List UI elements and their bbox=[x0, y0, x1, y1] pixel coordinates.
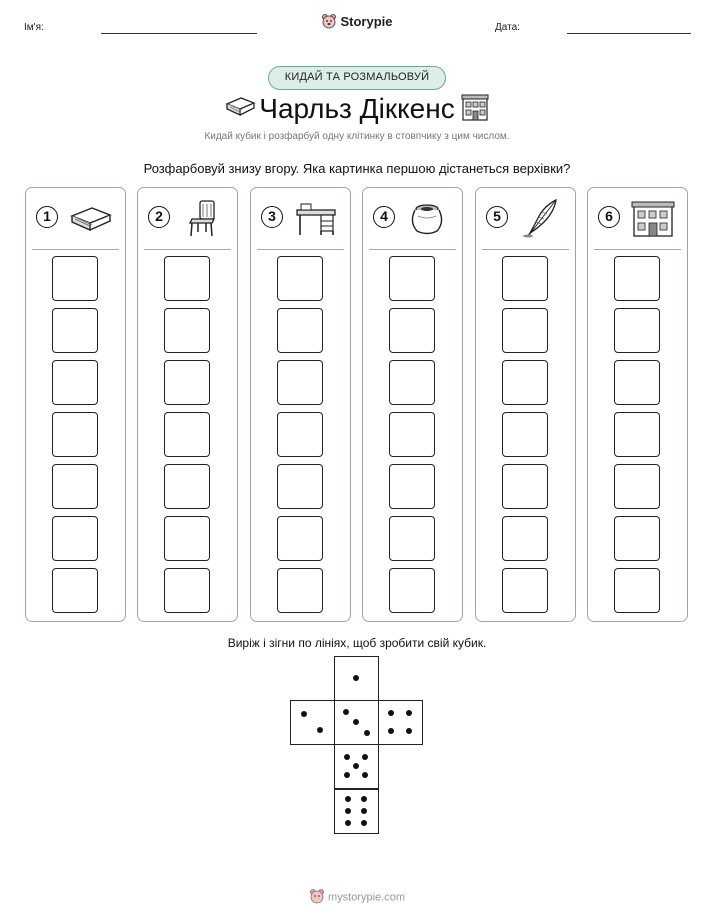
die-face-6 bbox=[334, 789, 379, 834]
column-divider bbox=[32, 249, 119, 250]
color-cell[interactable] bbox=[389, 308, 435, 353]
color-cell[interactable] bbox=[614, 568, 660, 613]
color-cell[interactable] bbox=[502, 308, 548, 353]
house-title-icon bbox=[460, 92, 490, 127]
color-cell[interactable] bbox=[502, 412, 548, 457]
color-cell[interactable] bbox=[164, 412, 210, 457]
color-cell[interactable] bbox=[277, 412, 323, 457]
die-pip bbox=[343, 709, 349, 715]
color-cell[interactable] bbox=[52, 412, 98, 457]
quill-icon bbox=[516, 198, 566, 238]
die-face-5 bbox=[334, 744, 379, 789]
color-cell[interactable] bbox=[502, 360, 548, 405]
color-cell[interactable] bbox=[614, 256, 660, 301]
color-cell[interactable] bbox=[389, 360, 435, 405]
page-title: Чарльз Діккенс bbox=[259, 93, 455, 124]
column-cells bbox=[614, 256, 660, 620]
column-divider bbox=[482, 249, 569, 250]
color-cell[interactable] bbox=[614, 464, 660, 509]
die-pip bbox=[388, 710, 394, 716]
die-pip bbox=[345, 820, 351, 826]
color-cell[interactable] bbox=[277, 464, 323, 509]
die-pip bbox=[353, 719, 359, 725]
color-cell[interactable] bbox=[389, 256, 435, 301]
house-icon bbox=[628, 198, 678, 238]
color-cell[interactable] bbox=[52, 308, 98, 353]
column-cells bbox=[389, 256, 435, 620]
column-2 bbox=[137, 187, 238, 622]
color-cell[interactable] bbox=[164, 464, 210, 509]
column-number: 4 bbox=[373, 206, 395, 228]
die-pip bbox=[301, 711, 307, 717]
date-line bbox=[567, 33, 691, 34]
die-face-2 bbox=[290, 700, 335, 745]
color-cell[interactable] bbox=[614, 360, 660, 405]
date-label: Дата: bbox=[495, 22, 520, 33]
die-pip bbox=[344, 754, 350, 760]
die-pip bbox=[317, 727, 323, 733]
die-pip bbox=[361, 820, 367, 826]
die-pip bbox=[406, 710, 412, 716]
color-cell[interactable] bbox=[164, 308, 210, 353]
storypie-logo-icon bbox=[321, 13, 337, 32]
die-pip bbox=[353, 675, 359, 681]
name-label: Ім'я: bbox=[24, 22, 44, 33]
color-cell[interactable] bbox=[614, 516, 660, 561]
die-pip bbox=[345, 796, 351, 802]
column-3 bbox=[250, 187, 351, 622]
color-cell[interactable] bbox=[389, 568, 435, 613]
color-cell[interactable] bbox=[164, 360, 210, 405]
column-cells bbox=[277, 256, 323, 620]
color-cell[interactable] bbox=[389, 464, 435, 509]
color-cell[interactable] bbox=[502, 256, 548, 301]
color-cell[interactable] bbox=[502, 464, 548, 509]
color-cell[interactable] bbox=[52, 256, 98, 301]
column-cells bbox=[52, 256, 98, 620]
column-number: 3 bbox=[261, 206, 283, 228]
column-cells bbox=[164, 256, 210, 620]
color-cell[interactable] bbox=[277, 568, 323, 613]
color-cell[interactable] bbox=[164, 516, 210, 561]
color-cell[interactable] bbox=[52, 360, 98, 405]
die-pip bbox=[388, 728, 394, 734]
color-cell[interactable] bbox=[277, 360, 323, 405]
column-divider bbox=[257, 249, 344, 250]
instruction-text: Розфарбовуй знизу вгору. Яка картинка першою дістанеться верхівки? bbox=[143, 161, 571, 176]
die-face-1 bbox=[334, 656, 379, 701]
column-number: 2 bbox=[148, 206, 170, 228]
column-6 bbox=[587, 187, 688, 622]
color-cell[interactable] bbox=[502, 516, 548, 561]
column-4 bbox=[362, 187, 463, 622]
column-1 bbox=[25, 187, 126, 622]
color-cell[interactable] bbox=[614, 412, 660, 457]
storypie-footer-logo-icon bbox=[309, 888, 325, 907]
die-pip bbox=[362, 754, 368, 760]
brand-name: Storypie bbox=[340, 13, 393, 29]
die-pip bbox=[353, 763, 359, 769]
column-divider bbox=[144, 249, 231, 250]
die-pip bbox=[364, 730, 370, 736]
column-number: 5 bbox=[486, 206, 508, 228]
color-cell[interactable] bbox=[277, 256, 323, 301]
inkpot-icon bbox=[403, 198, 453, 238]
color-cell[interactable] bbox=[502, 568, 548, 613]
die-pip bbox=[362, 772, 368, 778]
activity-badge: КИДАЙ ТА РОЗМАЛЬОВУЙ bbox=[268, 66, 446, 90]
footer-url: mystorypie.com bbox=[327, 891, 406, 904]
color-cell[interactable] bbox=[277, 308, 323, 353]
color-cell[interactable] bbox=[389, 412, 435, 457]
color-cell[interactable] bbox=[164, 256, 210, 301]
column-divider bbox=[369, 249, 456, 250]
die-pip bbox=[361, 808, 367, 814]
die-face-3 bbox=[334, 700, 379, 745]
color-cell[interactable] bbox=[52, 464, 98, 509]
column-divider bbox=[594, 249, 681, 250]
color-cell[interactable] bbox=[614, 308, 660, 353]
die-face-4 bbox=[378, 700, 423, 745]
column-number: 6 bbox=[598, 206, 620, 228]
color-cell[interactable] bbox=[52, 516, 98, 561]
die-pip bbox=[344, 772, 350, 778]
die-pip bbox=[345, 808, 351, 814]
page-subtitle: Кидай кубик і розфарбуй одну клітинку в стовпчику з цим числом. bbox=[204, 131, 510, 142]
desk-icon bbox=[291, 198, 341, 238]
chair-icon bbox=[178, 198, 228, 238]
column-5 bbox=[475, 187, 576, 622]
color-cell[interactable] bbox=[164, 568, 210, 613]
book-icon bbox=[66, 198, 116, 238]
column-number: 1 bbox=[36, 206, 58, 228]
name-line bbox=[101, 33, 257, 34]
footer bbox=[0, 888, 714, 907]
cut-instruction: Виріж і зігни по лініях, щоб зробити свій кубик. bbox=[227, 636, 487, 650]
die-pip bbox=[361, 796, 367, 802]
die-pip bbox=[406, 728, 412, 734]
column-cells bbox=[502, 256, 548, 620]
color-cell[interactable] bbox=[52, 568, 98, 613]
color-cell[interactable] bbox=[389, 516, 435, 561]
color-cell[interactable] bbox=[277, 516, 323, 561]
brand bbox=[0, 13, 714, 32]
